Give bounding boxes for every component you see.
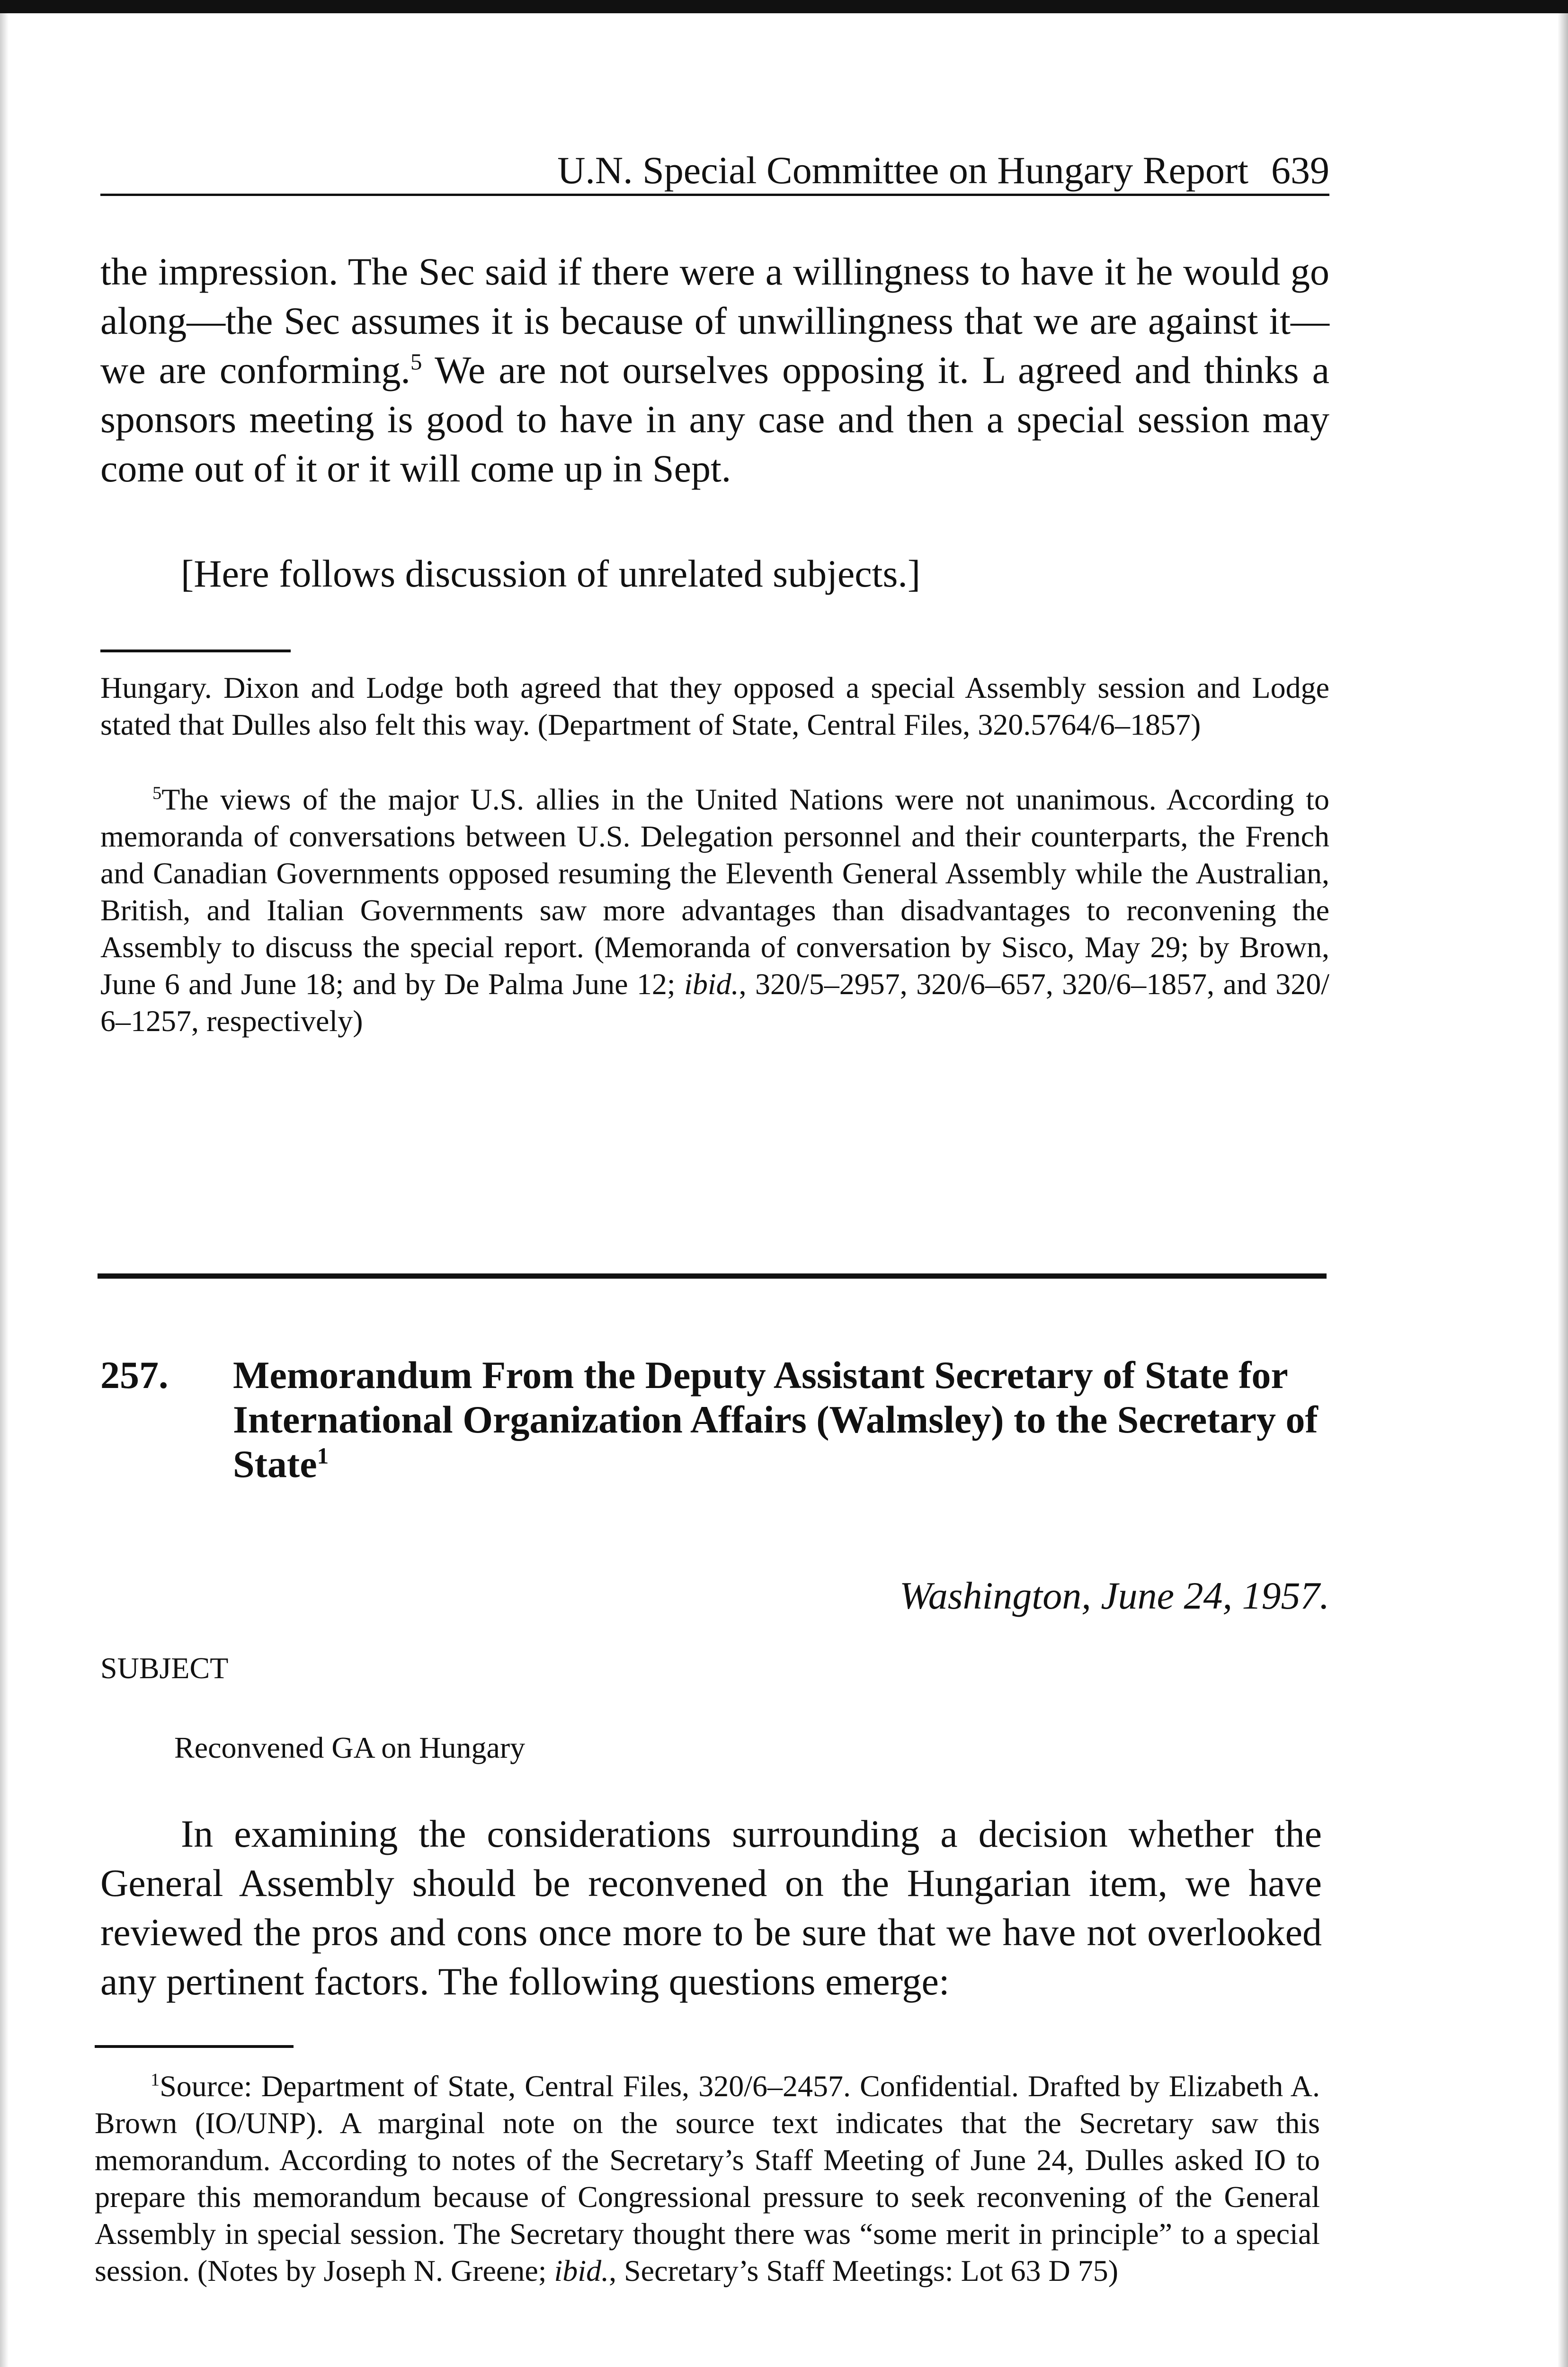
page-number: 639	[1271, 149, 1329, 192]
scan-right-edge	[1558, 13, 1568, 2367]
scan-top-edge	[0, 0, 1568, 13]
footnote-5-marker: 5	[152, 783, 162, 803]
running-header	[100, 138, 1329, 196]
subject-label: SUBJECT	[100, 1651, 229, 1685]
continued-paragraph-part1: the impression. The Sec said if there were a willingness to have it he would go along—the Sec assumes it is because of unwillingness that we are against it—we are conforming.	[100, 250, 1329, 392]
memo-body-paragraph: In examining the considerations surrounding a decision whether the General Assembly should be reconvened on the Hungarian item, we have reviewed the pros and cons once more to be sure that we have not overlooked any pertinent factors. The following questions emerge:	[100, 1812, 1322, 2003]
footnote-5-text-part2: , 320/5–2957, 320/6–657, 320/6–1857, and 320/ 6–1257, respectively)	[100, 967, 1329, 1038]
document-title-text: Memorandum From the Deputy Assistant Secretary of State for International Organization Affairs (Walmsley) to the Secretary of State	[233, 1353, 1318, 1486]
continued-paragraph-part2: We are not ourselves opposing it. L agreed and thinks a sponsors meeting is good to have in any case and then a special session may come out of it or it will come up in Sept.	[100, 348, 1329, 490]
footnote-ref-1: 1	[317, 1442, 329, 1469]
footnote-5-ibid: ibid.	[684, 967, 739, 1001]
footnote-ref-5: 5	[410, 348, 422, 375]
footnote-1-ibid: ibid.	[554, 2254, 609, 2287]
footnote-5	[100, 781, 1329, 1040]
running-title: U.N. Special Committee on Hungary Report	[557, 149, 1248, 192]
document-title	[233, 1353, 1329, 1486]
section-divider	[98, 1273, 1327, 1279]
editorial-note: [Here follows discussion of unrelated subjects.]	[181, 552, 921, 595]
footnote-5-text-part1: The views of the major U.S. allies in the United Nations were not unanimous. According to memoranda of conversations between U.S. Delegation personnel and their counterparts, the French and Canadian Governments opposed resuming the Eleventh General Assembly while the Australian, British, and Italian Governments saw more advantages than disadvantages to reconvening the Assembly to discuss the special report. (Memoranda of conversation by Sisco, May 29; by Brown, June 6 and June 18; and by De Palma June 12;	[100, 783, 1329, 1001]
footnote-rule-bottom	[95, 2045, 294, 2048]
footnote-rule-top	[100, 650, 291, 652]
footnote-1-text-part1: Source: Department of State, Central Files, 320/6–2457. Confidential. Drafted by Elizabeth A. Brown (IO/UNP). A marginal note on the source text indicates that the Secretary saw this memorandum. According to notes of the Secretary’s Staff Meeting of June 24, Dulles asked IO to prepare this memorandum because of Congressional pressure to seek reconvening of the General Assembly in special session. The Secretary thought there was “some merit in principle” to a special session. (Notes by Joseph N. Greene;	[95, 2069, 1320, 2287]
footnote-continued: Hungary. Dixon and Lodge both agreed that they opposed a special Assembly session and Lodge stated that Dulles also felt this way. (Department of State, Central Files, 320.5764/6–1857)	[100, 671, 1329, 741]
document-number: 257.	[100, 1353, 169, 1397]
footnote-1	[95, 2068, 1320, 2289]
scan-left-edge	[0, 13, 9, 2367]
footnote-1-text-part2: , Secretary’s Staff Meetings: Lot 63 D 75)	[609, 2254, 1118, 2287]
footnote-1-marker: 1	[151, 2070, 160, 2090]
dateline: Washington, June 24, 1957.	[899, 1574, 1329, 1617]
subject-value: Reconvened GA on Hungary	[174, 1731, 526, 1764]
running-header-text	[557, 151, 1329, 190]
continued-paragraph	[100, 247, 1329, 493]
